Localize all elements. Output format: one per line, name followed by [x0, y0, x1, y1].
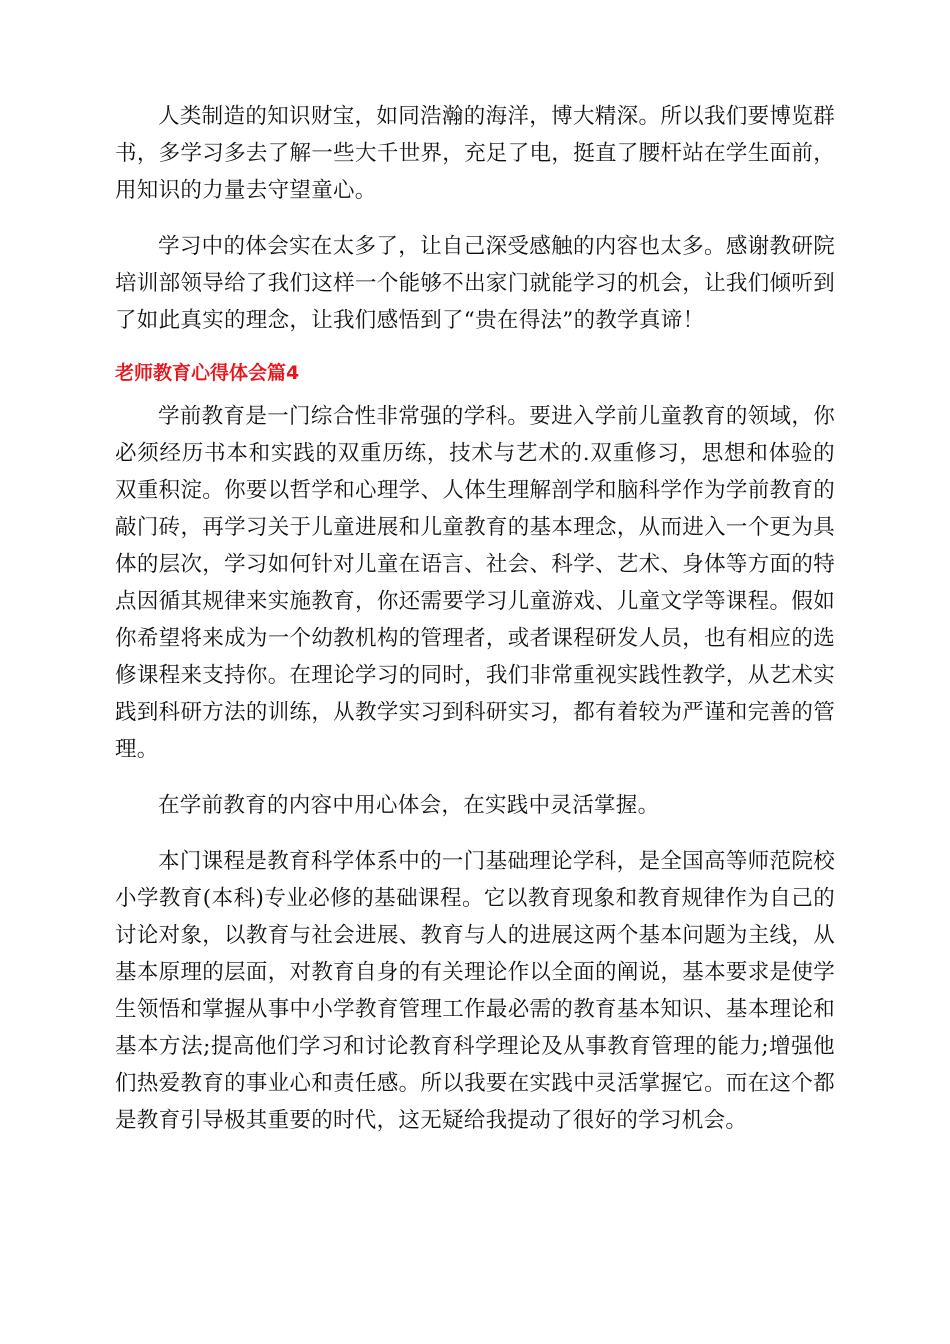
document-page	[115, 98, 835, 1158]
section-heading: 老师教育心得体会篇4	[115, 362, 300, 384]
paragraph-preschool-education: 学前教育是一门综合性非常强的学科。要进入学前儿童教育的领域，你必须经历书本和实践的双重历练，技术与艺术的.双重修习，思想和体验的双重积淀。你要以哲学和心理学、人体生理解剖学和脑科学作为学前教育的敲门砖，再学习关于儿童进展和儿童教育的基本理念，从而进入一个更为具体的层次，学习如何针对儿童在语言、社会、科学、艺术、身体等方面的特点因循其规律来实施教育，你还需要学习儿童游戏、儿童文学等课程。假如你希望将来成为一个幼教机构的管理者，或者课程研发人员，也有相应的选修课程来支持你。在理论学习的同时，我们非常重视实践性教学，从艺术实践到科研方法的训练，从教学实习到科研实习，都有着较为严谨和完善的管理。	[115, 404, 835, 762]
paragraph-practice: 在学前教育的内容中用心体会，在实践中灵活掌握。	[158, 793, 660, 818]
paragraph-course: 本门课程是教育科学体系中的一门基础理论学科，是全国高等师范院校小学教育(本科)专业必修的基础课程。它以教育现象和教育规律作为自己的讨论对象，以教育与社会进展、教育与人的进展这两个基本问题为主线，从基本原理的层面，对教育自身的有关理论作以全面的阐说，基本要求是使学生领悟和掌握从事中小学教育管理工作最必需的教育基本知识、基本理论和基本方法;提高他们学习和讨论教育科学理论及从事教育管理的能力;增强他们热爱教育的事业心和责任感。所以我要在实践中灵活掌握它。而在这个都是教育引导极其重要的时代，这无疑给我提动了很好的学习机会。	[115, 849, 835, 1133]
paragraph-learning-experience: 学习中的体会实在太多了，让自己深受感触的内容也太多。感谢教研院培训部领导给了我们这样一个能够不出家门就能学习的机会，让我们倾听到了如此真实的理念，让我们感悟到了“贵在得法”的教学真谛！	[115, 234, 835, 333]
paragraph-knowledge: 人类制造的知识财宝，如同浩瀚的海洋，博大精深。所以我们要博览群书，多学习多去了解一些大千世界，充足了电，挺直了腰杆站在学生面前，用知识的力量去守望童心。	[115, 104, 835, 203]
